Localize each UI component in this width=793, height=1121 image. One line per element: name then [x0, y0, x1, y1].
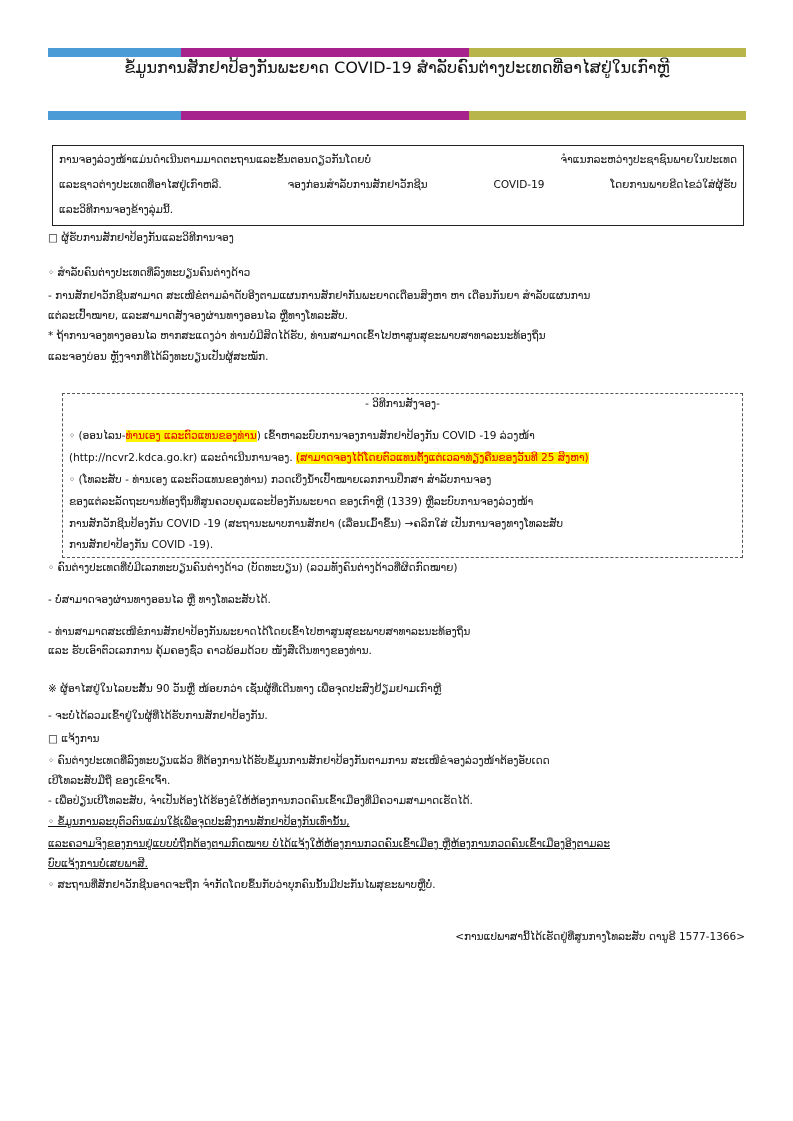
paragraph: ◦ ຄົນຕ່າງປະເທດທີ່ບໍ່ມີເລກທະບຽນຄົນຕ່າງດ້າວ (ບັດທະບຽນ) (ລວມທັງຄົນຕ່າງດ້າວທີ່ຜິດກົດໝາຍ) [48, 562, 458, 574]
box-text: ການສັກວັກຊີນປ້ອງກັນ COVID -19 (ສະຖານະພາບການສັກຢາ (ເລື່ອນເມົ້າຂຶ້ນ) →ຄລິກໃສ່ ເປັນການຈອງທາງໂທລະສັບ [69, 518, 564, 530]
intro-text: ແລະຊາວຕ່າງປະເທດທີ່ອາໄສຢູ່ເກົາຫລີ. [59, 179, 222, 191]
box-text: ຂອງແຕ່ລະລັດຖະບານທ້ອງຖິ່ນທີ່ສູນຄວບຄຸມແລະປ້ອງກັນພະຍາດ ຂອງເກົາຫຼີ (1339) ຫຼືລະບົບການຈອງລ່ວງໜ້າ [69, 496, 534, 508]
page-title: ຂໍ້ມູນການສັກຢາປ້ອງກັນພະຍາດ COVID-19 ສໍາລັບຄົນຕ່າງປະເທດທີ່ອາໄສຢູ່ໃນເກົາຫຼີ [124, 58, 670, 77]
section-heading-notice: □ ແຈ້ງການ [48, 733, 100, 745]
notice-text: ◦ ຄົນຕ່າງປະເທດທີ່ລົງທະບຽນແລ້ວ ທີ່ຕ້ອງການໄດ້ຮັບຂໍ້ມູນການສັກຢາປ້ອງກັນຕາມການ ສະເໜີຂໍຈອງລ່ວງໜ້າຕ້ອງອັບເດດ [48, 755, 550, 767]
paragraph: ແລະ ຮັບເອົາຕົວເລກການ ຄຸ້ມຄອງຊົ່ວ ຄາວພ້ອມດ້ວຍ ໜັງສືເດີນທາງຂອງທ່ານ. [48, 645, 372, 657]
box-text: ) ເຂົ້າຫາລະບົບການຈອງການສັກຢາປ້ອງກັນ COVID -19 ລ່ວງໜ້າ [256, 430, 535, 442]
intro-text: ຈໍາແນກລະຫວ່າງປະຊາຊົນພາຍໃນປະເທດ [560, 154, 737, 166]
intro-box [52, 145, 744, 226]
reservation-url-text: (http://ncvr2.kdca.go.kr) ແລະດໍາເນີນການຈອງ. [69, 452, 293, 464]
box-text: ການສັກຢາປ້ອງກັນ COVID -19). [69, 539, 214, 551]
highlighted-notice: (ສາມາດຈອງໄດ້ໂດຍຕົວແທນຕັ້ງແຕ່ເວລາທ່ຽງຄືນຂອງວັນທີ 25 ສິງຫາ) [296, 452, 589, 464]
top-bar-magenta [181, 48, 469, 57]
notice-text-underlined: ◦ ຂໍ້ມູນການລະບຸຕົວຕົນແມ່ນໃຊ້ເພື່ອຈຸດປະສົງການສັກຢາປ້ອງກັນເທົ່ານັ້ນ, [48, 816, 350, 828]
paragraph: ແຕ່ລະເປົ້າໝາຍ, ແລະສາມາດສັງຈອງຜ່ານທາງອອນໄລ ຫຼືທາງໂທລະສັບ. [48, 310, 348, 322]
reservation-method-box [62, 393, 743, 558]
box-heading: - ວິທີການສັງຈອງ- [365, 398, 440, 410]
intro-text: ການຈອງລ່ວງໜ້າແມ່ນດໍາເນີນຕາມມາດຕະຖານແລະຂັ້ນຕອນດຽວກັນໂດຍບໍ່ [59, 154, 372, 166]
box-text: ◦ (ອອນໄລນ- [69, 430, 126, 442]
paragraph: - ຈະບໍ່ໄດ້ລວມເຂົ້າຢູ່ໃນຜູ້ທີ່ໄດ້ຮັບການສັກຢາປ້ອງກັນ. [48, 710, 268, 722]
paragraph: - ການສັກຢາວັກຊີນສາມາດ ສະເໜີຂໍຕາມລໍາດັບອີງຕາມແຜນການສັກຢາກັນພະຍາດເດືອນສິງຫາ ຫາ ເດືອນກັນຍາ ສໍາລັບແຜນການ [48, 290, 591, 302]
paragraph: - ທ່ານສາມາດສະເໜີຂໍການສັກຢາປ້ອງກັນພະຍາດໄດ້ໂດຍເຂົ້າໄປຫາສູນສຸຂະພາບສາທາລະນະທ້ອງຖິ່ນ [48, 626, 471, 638]
translation-credit: <ການແປພາສານີ້ໄດ້ເຮັດຢູ່ທີ່ສູນກາງໂທລະສັບ ດານູຣີ 1577-1366> [455, 931, 745, 943]
notice-text: ເບີໂທລະສັບມືຖື ຂອງເຂົາເຈົ້າ. [48, 775, 171, 787]
mid-bar-magenta [181, 111, 469, 120]
section-heading-recipients: □ ຜູ້ຮັບການສັກຢາປ້ອງກັນແລະວິທີການຈອງ [48, 232, 234, 244]
notice-text-underlined: ແລະຄວາມຈິງຂອງການຢູ່ແບບບໍ່ຖືກຕ້ອງຕາມກົດໝາຍ ບໍ່ໄດ້ແຈ້ງໃຫ້ຫ້ອງການກວດຄົນເຂົ້າເມືອງ ຫຼືຫ້ອງການກວດຄົນເຂົ້າເມືອງອີງຕາມລະ [48, 838, 610, 850]
highlighted-text: ທ່ານເອງ ແລະຕົວແທນຂອງທ່ານ [125, 430, 257, 442]
mid-bar-blue [48, 111, 181, 120]
intro-text: ໂດຍການພາຍຂີດໄຂວ່ໃສ່ຜູ້ຮັບ [610, 179, 737, 191]
intro-text: COVID-19 [493, 179, 545, 191]
top-bar-blue [48, 48, 181, 57]
notice-text: ◦ ສະຖານທີ່ສັກຢາວັກຊີນອາດຈະຖືກ ຈໍາກັດໂດຍຂຶ້ນກັບວ່າບຸກຄົນນັ້ນມີປະກັນໄພສຸຂະພາບຫຼືບໍ່. [48, 879, 436, 891]
paragraph: ແລະຈອງບ່ອນ ຫຼັງຈາກທີ່ໄດ້ລົງທະບຽນເປັນຜູ້ສະໝັກ. [48, 351, 269, 363]
paragraph: * ຖ້າການຈອງທາງອອນໄລ ຫາກສະແດງວ່າ ທ່ານບໍ່ມີສິດໄດ້ຮັບ, ທ່ານສາມາດເຂົ້າໄປຫາສູນສຸຂະພາບສາທາລະນະທ້ອງຖິ່ນ [48, 330, 546, 342]
online-reservation-line [69, 430, 736, 442]
paragraph: ※ ຜູ້ອາໄສຢູ່ໃນໄລຍະສັ້ນ 90 ວັນຫຼື ໜ້ອຍກວ່າ ເຊັ່ນຜູ້ທີ່ເດີນທາງ ເພື່ອຈຸດປະສົງຢ້ຽມຢາມເກົາຫຼີ [48, 683, 442, 695]
intro-text: ຈອງກ່ອນສໍາລັບການສັກຢາວັກຊີນ [287, 179, 428, 191]
paragraph: ◦ ສໍາລັບຄົນຕ່າງປະເທດທີ່ລົງທະບຽນຄົນຕ່າງດ້າວ [48, 267, 251, 279]
notice-text-underlined: ບົບແຈ້ງການບໍ່ເສຍພາສີ. [48, 858, 148, 870]
notice-text: - ເພື່ອປ່ຽນເບີໂທລະສັບ, ຈໍາເປັນຕ້ອງໄດ້ຮ້ອງຂໍໃຫ້ຫ້ອງການກວດຄົນເຂົ້າເມືອງທີ່ມີຄວາມສາມາດເຮັດໄດ້. [48, 795, 473, 807]
box-text: ◦ (ໂທລະສັບ - ທ່ານເອງ ແລະຕົວແທນຂອງທ່ານ) ກວດເບິ່ງນໍ້າເປົ້າໝາຍເລກການປຶກສາ ສໍາລັບການຈອງ [69, 474, 492, 486]
top-bar-olive [469, 48, 746, 57]
paragraph: - ບໍ່ສາມາດຈອງຜ່ານທາງອອນໄລ ຫຼື ທາງໂທລະສັບໄດ້. [48, 594, 271, 606]
online-reservation-url-line [69, 452, 736, 464]
mid-bar-olive [469, 111, 746, 120]
intro-text: ແລະວິທີການຈອງຂ້າງລຸ່ມນີ້. [59, 204, 174, 216]
